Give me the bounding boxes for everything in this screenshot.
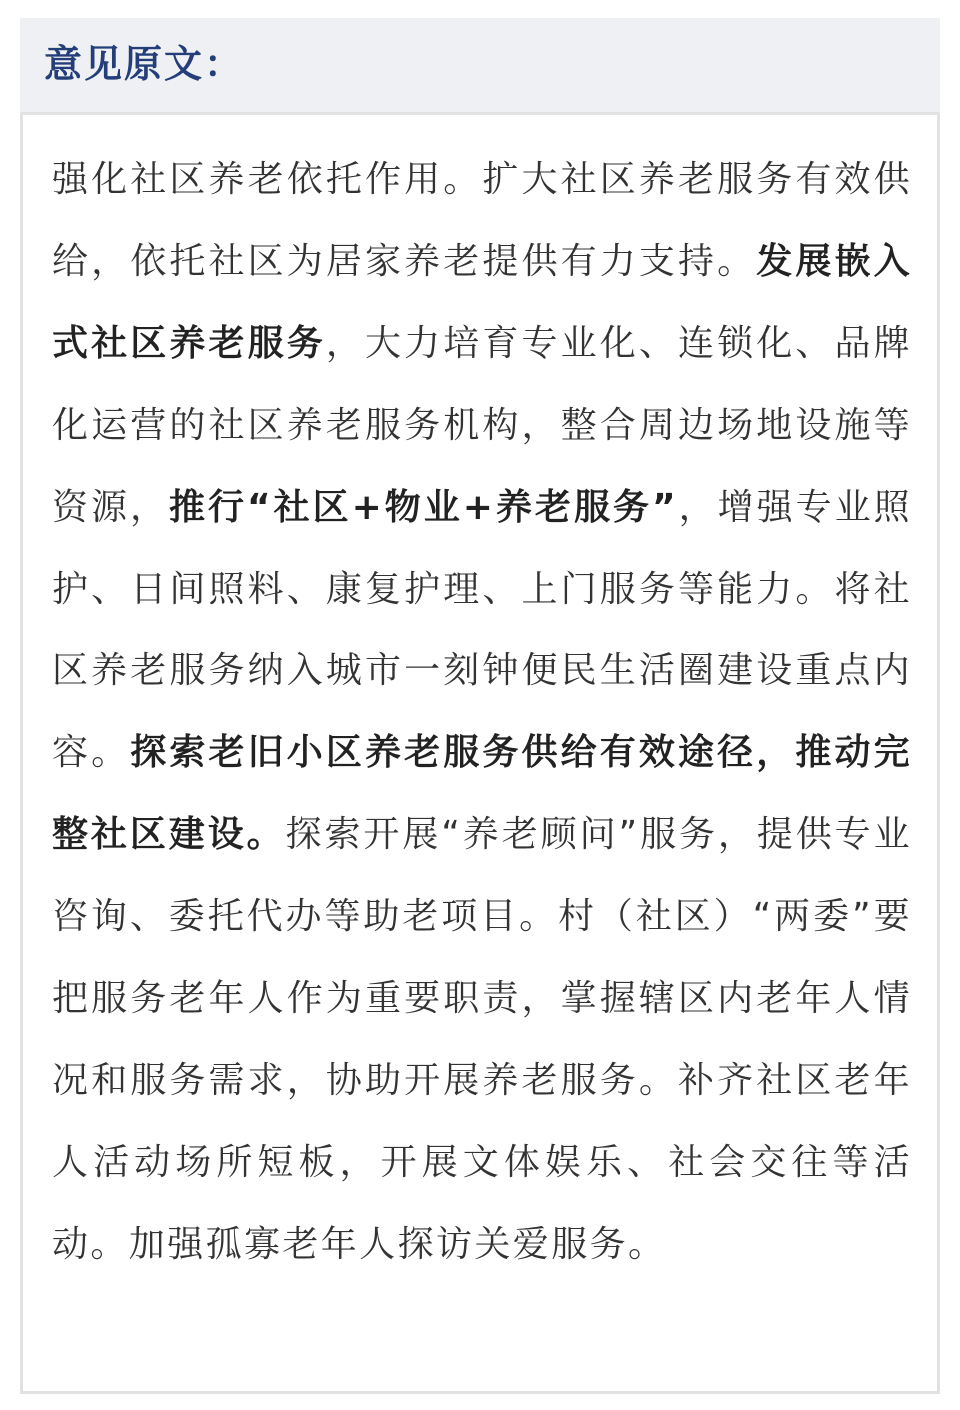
bold-text-segment: 推行“社区+物业+养老服务” — [169, 486, 679, 528]
header-title: 意见原文： — [44, 42, 245, 86]
text-segment: 强化社区养老依托作用。扩大社区养老服务有效供给，依托社区为居家养老提供有力支持。 — [52, 159, 912, 282]
card-header — [20, 18, 940, 112]
text-segment: ，大力培育专业化、连锁化、品牌化运营的社区养老服务机构，整合周边场地设施等资源， — [52, 322, 912, 528]
bold-text-segment: 探索老旧小区养老服务供给有效途径，推动完整社区建设。 — [52, 732, 912, 856]
opinion-card — [20, 18, 940, 1394]
text-segment: ，增强专业照护、日间照料、康复护理、上门服务等能力。将社区养老服务纳入城市一刻钟便民生活圈建设重点内容。 — [52, 486, 912, 774]
text-segment: 探索开展“养老顾问”服务，提供专业咨询、委托代办等助老项目。村（社区）“两委”要把服务老年人作为重要职责，掌握辖区内老年人情况和服务需求，协助开展养老服务。补齐社区老年人活动场所短板，开展文体娱乐、社会交往等活动。加强孤寡老年人探访关爱服务。 — [52, 814, 913, 1265]
bold-text-segment: 发展嵌入式社区养老服务 — [52, 240, 912, 364]
content-box — [20, 112, 940, 1394]
body-paragraph — [52, 139, 912, 1286]
